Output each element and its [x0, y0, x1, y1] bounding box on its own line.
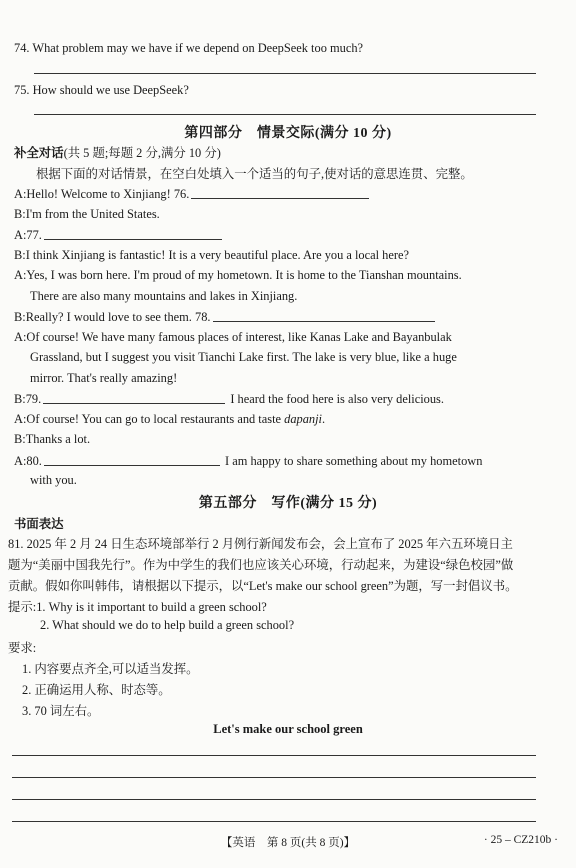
dialogue-text: A:77.	[14, 228, 42, 242]
question-number: 75.	[14, 83, 30, 97]
question-75	[14, 83, 189, 98]
footer-page-info: 【英语 第 8 页(共 8 页)】	[220, 837, 356, 849]
dialogue-line: Grassland, but I suggest you visit Tianchi Lake first. The lake is very blue, like a huge	[30, 350, 457, 364]
subheading-label: 补全对话	[14, 146, 64, 160]
dialogue-text: I am happy to share something about my hometown	[225, 454, 483, 468]
hint-line: 2. What should we do to help build a green school?	[40, 618, 295, 632]
requirement-item: 2. 正确运用人称、时态等。	[22, 683, 171, 697]
dialogue-text: I heard the food here is also very delicious.	[230, 392, 444, 406]
dialogue-line: mirror. That's really amazing!	[30, 371, 178, 385]
part4-subheading	[14, 143, 221, 161]
dialogue-line	[14, 412, 325, 427]
blank-77[interactable]	[44, 227, 222, 240]
hint-text: 1. Why is it important to build a green school?	[36, 600, 267, 614]
dialogue-line: There are also many mountains and lakes in Xinjiang.	[30, 289, 298, 303]
blank-79[interactable]	[43, 391, 225, 404]
question-text: How should we use DeepSeek?	[29, 83, 189, 97]
writing-line[interactable]	[12, 799, 536, 800]
part5-subheading: 书面表达	[14, 517, 64, 531]
dialogue-text: A:80.	[14, 454, 42, 468]
writing-title: Let's make our school green	[213, 722, 363, 736]
dialogue-line: B:Thanks a lot.	[14, 432, 91, 446]
requirement-item: 3. 70 词左右。	[22, 704, 100, 718]
writing-line[interactable]	[12, 821, 536, 822]
dialogue-line-76	[14, 186, 371, 202]
answer-line-74[interactable]	[34, 73, 536, 74]
hint-label: 提示:	[8, 600, 37, 614]
dialogue-line: A:Yes, I was born here. I'm proud of my hometown. It is home to the Tianshan mountains.	[14, 268, 462, 282]
dialogue-text: A:Hello! Welcome to Xinjiang! 76.	[14, 187, 190, 201]
dialogue-line-79	[14, 391, 444, 407]
question-74	[14, 41, 363, 56]
dialogue-line: B:I'm from the United States.	[14, 207, 160, 221]
part4-instruction: 根据下面的对话情景，在空白处填入一个适当的句子,使对话的意思连贯、完整。	[36, 167, 473, 181]
writing-line[interactable]	[12, 777, 536, 778]
blank-80[interactable]	[44, 453, 220, 466]
hint-line	[8, 597, 267, 615]
answer-line-75[interactable]	[34, 114, 536, 115]
part5-heading: 第五部分 写作(满分 15 分)	[198, 496, 378, 511]
writing-line[interactable]	[12, 755, 536, 756]
dialogue-text: A:Of course! You can go to local restaurants and taste	[14, 412, 285, 426]
dialogue-line: B:I think Xinjiang is fantastic! It is a very beautiful place. Are you a local here?	[14, 248, 409, 262]
prompt-line: 贡献。假如你叫韩伟，请根据以下提示，以“Let's make our school green”为题，写一封倡议书。	[8, 579, 518, 593]
dialogue-line-78	[14, 309, 437, 325]
blank-76[interactable]	[191, 186, 369, 199]
requirements-label: 要求:	[8, 641, 37, 655]
prompt-line: 81. 2025 年 2 月 24 日生态环境部举行 2 月例行新闻发布会，会上宣布了 2025 年六五环境日主	[8, 537, 513, 551]
footer-code: · 25 – CZ210b ·	[483, 834, 558, 846]
requirement-item: 1. 内容要点齐全,可以适当发挥。	[22, 662, 199, 676]
dialogue-text: B:79.	[14, 392, 42, 406]
subheading-note: (共 5 题;每题 2 分,满分 10 分)	[63, 146, 221, 160]
dialogue-line: A:Of course! We have many famous places of interest, like Kanas Lake and Bayanbulak	[14, 330, 452, 344]
dialogue-text: B:Really? I would love to see them. 78.	[14, 310, 211, 324]
dialogue-line-77	[14, 227, 224, 243]
blank-78[interactable]	[213, 309, 435, 322]
dialogue-text: .	[322, 412, 326, 426]
dialogue-line: with you.	[30, 473, 77, 487]
question-text: What problem may we have if we depend on DeepSeek too much?	[29, 41, 364, 55]
part4-heading: 第四部分 情景交际(满分 10 分)	[184, 126, 392, 141]
dialogue-line-80	[14, 453, 482, 469]
question-number: 74.	[14, 41, 30, 55]
prompt-line: 题为“美丽中国我先行”。作为中学生的我们也应该关心环境，行动起来，为建设“绿色校园”做	[8, 558, 514, 572]
dialogue-italic: dapanji	[284, 412, 322, 426]
